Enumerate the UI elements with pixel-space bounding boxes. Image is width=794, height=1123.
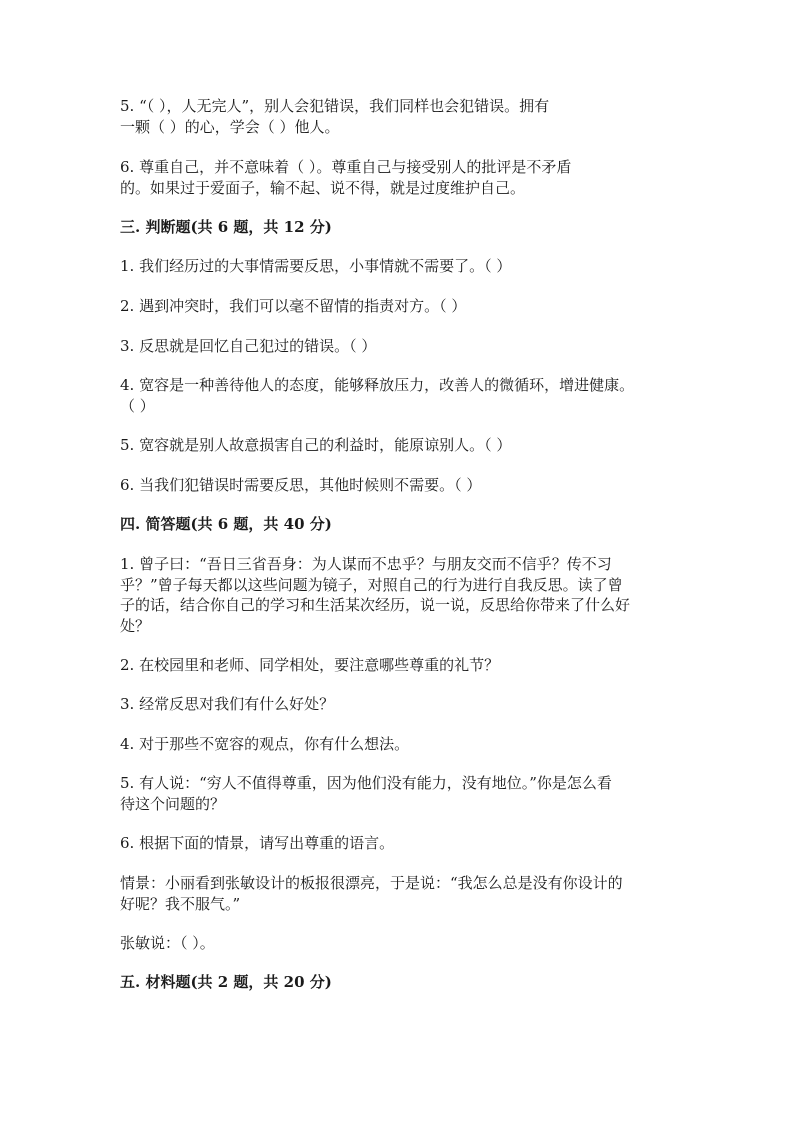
- short-answer-q4: 4. 对于那些不宽容的观点，你有什么想法。: [120, 735, 410, 753]
- section-heading-material: 五. 材料题(共 2 题，共 20 分): [120, 973, 332, 991]
- short-answer-q3: 3. 经常反思对我们有什么好处？: [120, 695, 335, 713]
- short-answer-q1-line3: 子的话，结合你自己的学习和生活某次经历，说一说，反思给你带来了什么好: [120, 596, 631, 614]
- short-answer-q2: 2. 在校园里和老师、同学相处，要注意哪些尊重的礼节？: [120, 656, 500, 674]
- short-answer-q5-line2: 待这个问题的？: [120, 795, 226, 813]
- fill-blank-q5-line1: 5. “（ ），人无完人”，别人会犯错误，我们同样也会犯错误。拥有: [120, 97, 550, 115]
- answer-blank-line: 张敏说：（ ）。: [120, 934, 215, 952]
- scenario-line1: 情景：小丽看到张敏设计的板报很漂亮，于是说：“我怎么总是没有你设计的: [120, 874, 623, 892]
- short-answer-q1-line1: 1. 曾子曰：“吾日三省吾身：为人谋而不忠乎？与朋友交而不信乎？传不习: [120, 555, 612, 573]
- judgment-item-5: 5. 宽容就是别人故意损害自己的利益时，能原谅别人。（ ）: [120, 436, 512, 454]
- short-answer-q6: 6. 根据下面的情景，请写出尊重的语言。: [120, 834, 395, 852]
- fill-blank-q5-line2: 一颗（ ）的心，学会（ ）他人。: [120, 118, 340, 136]
- short-answer-q1-line4: 处？: [120, 617, 151, 635]
- short-answer-q1-line2: 乎？”曾子每天都以这些问题为镜子，对照自己的行为进行自我反思。读了曾: [120, 576, 623, 594]
- judgment-item-6: 6. 当我们犯错误时需要反思，其他时候则不需要。（ ）: [120, 476, 482, 494]
- judgment-item-4-answer: （ ）: [120, 397, 155, 415]
- section-heading-judgment: 三. 判断题(共 6 题，共 12 分): [120, 218, 332, 236]
- scenario-line2: 好呢？我不服气。”: [120, 895, 241, 913]
- exam-page: [120, 0, 680, 1123]
- fill-blank-q6-line1: 6. 尊重自己，并不意味着（ ）。尊重自己与接受别人的批评是不矛盾: [120, 158, 572, 176]
- section-heading-short-answer: 四. 简答题(共 6 题，共 40 分): [120, 515, 332, 533]
- fill-blank-q6-line2: 的。如果过于爱面子，输不起、说不得，就是过度维护自己。: [120, 179, 526, 197]
- judgment-item-2: 2. 遇到冲突时，我们可以毫不留情的指责对方。（ ）: [120, 297, 467, 315]
- judgment-item-1: 1. 我们经历过的大事情需要反思，小事情就不需要了。（ ）: [120, 257, 512, 275]
- judgment-item-4: 4. 宽容是一种善待他人的态度，能够释放压力，改善人的微循环，增进健康。: [120, 376, 635, 394]
- judgment-item-3: 3. 反思就是回忆自己犯过的错误。（ ）: [120, 337, 377, 355]
- short-answer-q5-line1: 5. 有人说：“穷人不值得尊重，因为他们没有能力，没有地位。”你是怎么看: [120, 774, 612, 792]
